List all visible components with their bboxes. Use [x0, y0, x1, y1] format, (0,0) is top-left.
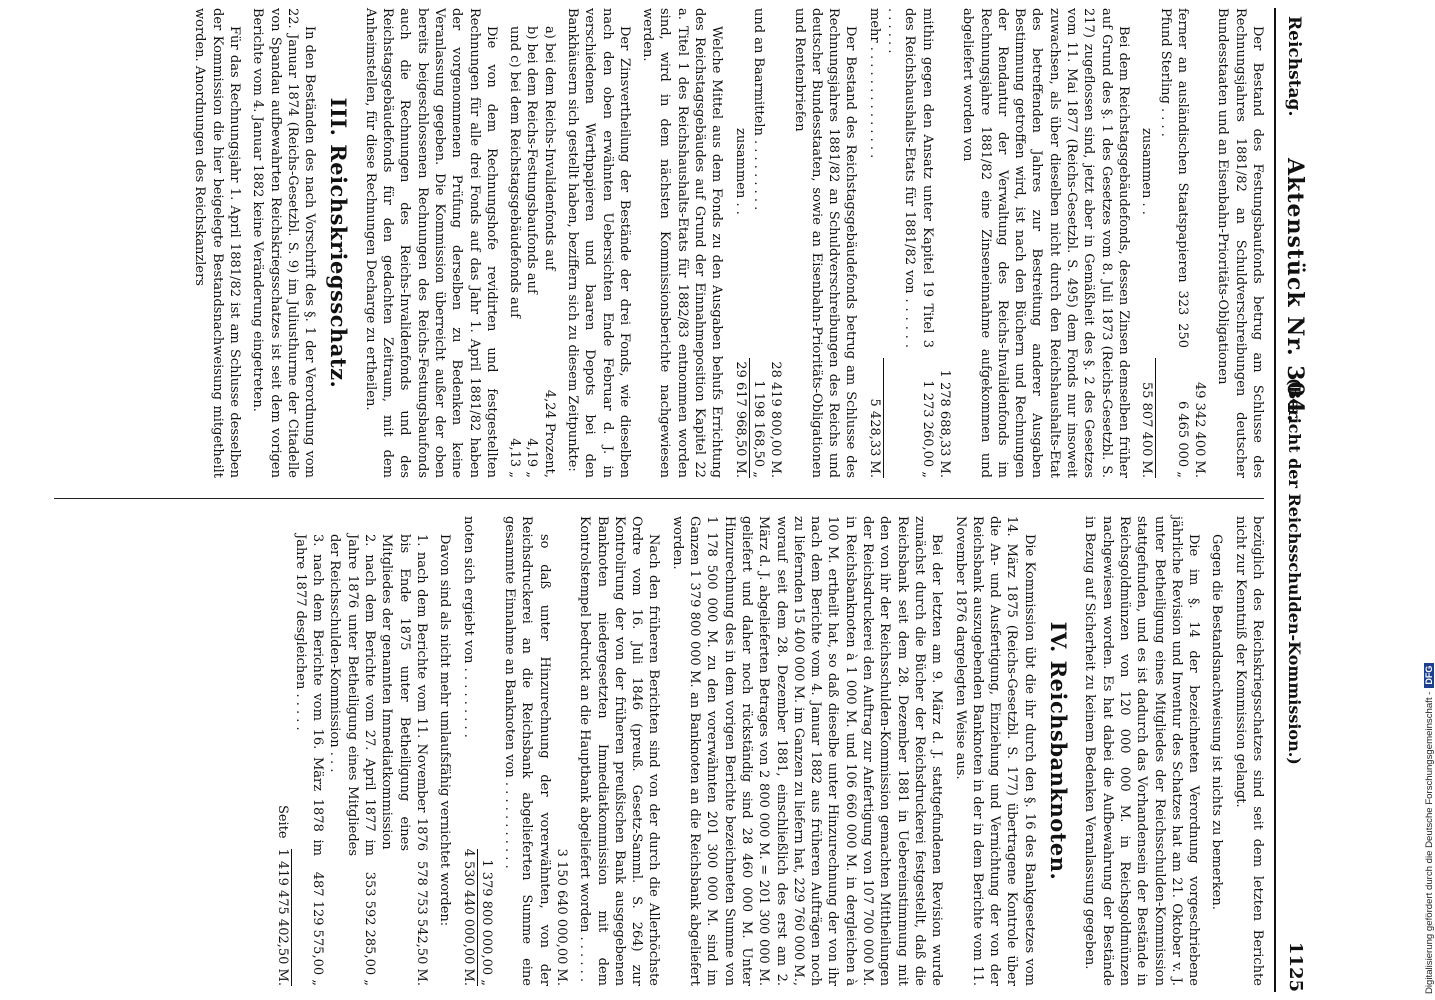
list-item-label: b) bei dem Reichs-Festungsbaufonds auf [524, 26, 540, 294]
paragraph: Der Bestand des Reichstagsgebäudefonds betrug am Schlusse des Rechnungsjahres 1881/82 an Schuldverschreibungen des Reichs und deutscher Bundesstaaten, sowie an Eisenbahn-Prioritäts-Obligationen und Rentenbriefen [791, 8, 859, 478]
list-item-value: 353 592 285,00 „ [362, 871, 378, 986]
paragraph: Davon sind als nicht mehr umlaufsfähig vernichtet worden: [437, 534, 453, 927]
page-header [1274, 8, 1316, 992]
amount-value: 1 273 260,00 „ [919, 380, 935, 478]
sum-row [731, 8, 749, 478]
destroyed-list [273, 534, 430, 986]
sum-label: noten sich ergiebt von . . . . . . . . . [460, 516, 476, 738]
page-content [26, 8, 1316, 992]
list-item-label: 1. nach dem Berichte vom 11. November 1876 bis Ende 1875 unter Betheiligung eines Mitgliedes der genannten Immediatkommission [379, 534, 429, 852]
amount-label: ferner an ausländischen Staatspapieren 323 250 Pfund Sterling . . . . [1157, 8, 1190, 348]
list-item [378, 534, 430, 986]
list-item [506, 26, 523, 478]
amount-row [553, 516, 570, 986]
amount-row [478, 516, 495, 986]
paragraph: Für das Rechnungsjahr 1. April 1881/82 ist am Schlusse desselben der Kommission die hier beigelegte Bestandsnachweisung mitgetheilt worden. Anordnungen des Reichskanzlers [192, 8, 242, 478]
amount-row [1191, 8, 1208, 478]
paragraph: Die Kommission übt die ihr durch den §. 16 des Bankgesetzes vom 14. März 1875 (Reichs-Gesetzbl. S. 177) übertragene Kontrole über die An- und Ausfertigung, Einziehung und Vernichtung der von der Reichsbank auszugebenden Banknoten in der in dem Berichte vom 11. November 1876 dargelegten Weise aus. [952, 516, 1037, 986]
paragraph: Der Bestand des Festungsbaufonds betrug am Schlusse des Rechnungsjahres 1881/82 an Schuldverschreibungen deutscher Bundesstaaten und an Eisenbahn-Prioritäts-Obligationen [1215, 8, 1265, 478]
left-column [46, 8, 1266, 478]
list-item-value: 487 129 575,00 „ [310, 871, 326, 986]
sum-label: zusammen . . [732, 128, 748, 215]
amount-value: 3 150 640 000,00 M. [554, 848, 570, 986]
sum-row [273, 534, 291, 986]
paragraph: Gegen die Bestandsnachweisung ist nichts zu bemerken. [1209, 534, 1225, 910]
amount-value: 1 198 168,50 „ [750, 380, 766, 478]
sum-row [1138, 8, 1156, 478]
paragraph: Welche Mittel aus dem Fonds zu den Ausgaben behufs Errichtung des Reichstagsgebäudes auf Grund der Einnahmeposition Kapitel 22 a. Titel 1 des Reichshaushalts-Etats für 1882/83 entnommen worden sind, wird in dem nächsten Kommissionsberichte nachgewiesen werden. [640, 8, 725, 478]
amount-value: 1 278 688,33 M. [936, 369, 952, 478]
paragraph: so daß unter Hinzurechnung der vorerwähnten, von der Reichsdruckerei an die Reichsbank abgelieferten Summe eine gesammte Einnahme an Banknoten von . . . . . . . . . . . [502, 516, 552, 986]
amount-value: 6 465 000 „ [1174, 400, 1190, 478]
column-divider [54, 498, 1264, 499]
list-item-label: a) bei dem Reichs-Invalidenfonds auf [541, 26, 557, 271]
list-item-label: 2. nach dem Berichte vom 27. April 1877 im Jahre 1876 unter Betheiligung eines Mitgliedes der Reichsschulden-Kommission . . . [327, 534, 378, 856]
list-item-value: 4,13 „ [507, 438, 523, 478]
right-column [46, 516, 1266, 986]
amount-label: und an Baarmitteln . . . . . . . . . [750, 8, 766, 211]
list-item [292, 534, 327, 986]
amount-value: 1 379 800 000,00 „ [478, 859, 494, 986]
rate-list [506, 26, 558, 478]
amount-row [750, 8, 767, 478]
paragraph: Die von dem Rechnungshofe revidirten und festgestellten Rechnungen für alle drei Fonds auf das Jahr 1. April 1881/82 haben der vorgenommenen Prüfung derselben zu Bedenken keine Veranlassung gegeben. Die Kommission überreicht außer der oben bereits beigeschlossenen Rechnungen des Reichs-Festungsbaufonds auch die Rechnungen des Reichs-Invalidenfonds und des Reichstagsgebäudefonds für den gedachten Zeitraum, mit dem Anheimstellen, für diese Rechnungen Decharge zu ertheilen. [362, 8, 499, 478]
paragraph: Bei der letzten am 9. März d. J. stattgefundenen Revision wurde zunächst durch die Bücher der Reichsdruckerei festgestellt, daß die Reichsbank seit dem 28. Dezember 1881 in Uebereinstimmung mit den von ihr der Reichsschulden-Kommission gemachten Mittheilungen der Reichsdruckerei den Auftrag zur Anfertigung von 107 700 000 M. in Reichsbanknoten à 1 000 M. und 106 660 000 M. in dergleichen à 100 M. ertheilt hat, so daß dieselbe unter Hinzurechnung der von ihr nach dem Berichte vom 4. Januar 1882 aus früheren Aufträgen noch zu liefernden 15 400 000 M. im Ganzen zu liefern hat, 229 760 000 M., worauf seit dem 28. Dezember 1881, einschließlich des erst am 2. März d. J. abgelieferten Betrages von 2 800 000 M. = 201 300 000 M. geliefert und daher noch rückständig sind 28 460 000 M. Unter Hinzurechnung des in dem vorigen Berichte bezeichneten Summe von 1 178 500 000 M. zu den vorerwähnten 201 300 000 M. sind im Ganzen 1 379 800 000 M. an Banknoten an die Reichsbank abgeliefert worden. [669, 516, 945, 986]
paragraph: In den Beständen des nach Vorschrift des §. 1 der Verordnung vom 22. Januar 1874 (Reichs-Gesetzbl. S. 9) im Juliusthurme der Citadelle von Spandau aufbewahrten Reichskriegsschatzes ist seit dem vorigen Berichte vom 4. Januar 1882 keine Veränderung eingetreten. [250, 8, 318, 478]
dfg-logo: DFG [1424, 663, 1434, 688]
page-number: 1125 [1285, 941, 1306, 992]
digitization-credit [1424, 4, 1435, 994]
list-item [523, 26, 540, 478]
amount-row [936, 8, 953, 478]
list-item-label: und c) bei dem Reichstagsgebäudefonds auf [507, 26, 523, 318]
sum-row [459, 516, 477, 986]
section-heading: III. Reichskriegsschatz. [326, 97, 352, 389]
rotated-page [26, 8, 1316, 992]
amount-row [767, 8, 784, 478]
header-title: Aktenstück Nr. 304. [1282, 158, 1308, 423]
list-item-label: 3. nach dem Berichte vom 16. März 1878 im Jahre 1877 desgleichen . . . . . [292, 534, 326, 856]
sum-label: mehr . . . . . . . . . . . . . . [866, 8, 882, 159]
paragraph: bezüglich des Reichskriegsschatzes sind seit dem letzten Berichte nicht zur Kenntniß der Kommission gelangt. [1232, 516, 1265, 986]
paragraph: Der Zinsvertheilung der Bestände der drei Fonds, wie dieselben nach den oben erwähnten Uebersichten Ende Februar d. J. in verschiedenen Werthpapieren und baaren Depots bei den Bankhäusern sich gestellt haben, beziffern sich zu diesem Zeitpunkte: [565, 8, 632, 478]
sum-label: zusammen . . [1139, 128, 1155, 215]
list-item-value: 4,19 „ [524, 438, 540, 478]
sum-value: 5 428,33 M. [865, 358, 883, 478]
amount-label: mithin gegen den Ansatz unter Kapitel 19 Titel 3 des Reichshaushalts-Etats für 1881/82 von . . . . . . . . . . . . [885, 8, 935, 348]
sum-label: Seite [274, 804, 290, 839]
sum-row [865, 8, 883, 478]
sum-value: 55 807 400 M. [1138, 358, 1156, 478]
amount-value: 28 419 800,00 M. [768, 361, 784, 478]
list-item [326, 534, 378, 986]
amount-value: 49 342 400 M. [1192, 381, 1208, 478]
sum-value: 1 419 475 402,50 M. [274, 848, 290, 986]
list-item-value: 4,24 Prozent, [541, 389, 557, 478]
header-subtitle: (Bericht der Reichsschulden-Kommission.) [1285, 378, 1304, 765]
credit-text: Digitalisierung gefördert durch die Deutsche Forschungsgemeinschaft - [1424, 691, 1435, 994]
sum-value: 29 617 968,50 M. [731, 358, 749, 478]
amount-row [1156, 8, 1191, 478]
paragraph: Nach den früheren Berichten sind von der durch die Allerhöchste Ordre vom 16. Juli 1846 (preuß. Gesetz-Samml. S. 264) zur Kontrolirung der von der früheren preußischen Bank ausgegebenen Banknoten niedergesetzten Immediatkommission mit dem Kontrolstempel bedruckt an die Hauptbank abgeliefert worden . . . . . . [577, 516, 662, 986]
paragraph: Bei dem Reichstagsgebäudefonds, dessen Zinsen demselben früher auf Grund des §. 1 des Gesetzes vom 8. Juli 1873 (Reichs-Gesetzbl. S. 217) zugeflossen sind, jetzt aber in Gemäßheit des §. 2 des Gesetzes vom 11. Mai 1877 (Reichs-Gesetzbl. S. 495) dem Fonds nur insoweit zuwachsen, als über dieselben nicht durch den Reichshaushalts-Etat des betreffenden Jahres zur Bestreitung anderer Ausgaben Bestimmung getroffen wird, ist nach den Büchern und Rechnungen der Rendantur der Verwaltung des Reichs-Invalidenfonds im Rechnungsjahre 1881/82 eine Zinseneinnahme aufgekommen und abgeliefert worden von [960, 8, 1131, 478]
paragraph: Die im §. 14 der bezeichneten Verordnung vorgeschriebene jährliche Revision und Inventur des Schatzes hat am 21. Oktober v. J. unter Betheiligung eines Mitgliedes der Reichsschulden-Kommission stattgefunden, und es ist dadurch das Vorhandensein der Bestände in Reichsgoldmünzen von 120 000 000 M. in Reichsgoldmünzen nachgewiesen worden. Es hat dabei die Aufbewahrung der Bestände in Bezug auf Sicherheit zu keinem Bedenken Veranlassung gegeben. [1082, 516, 1202, 986]
header-left: Reichstag. [1284, 16, 1304, 117]
list-item [540, 26, 557, 478]
amount-row [884, 8, 936, 478]
list-item-value: 578 753 542,50 M. [413, 861, 429, 986]
section-heading: IV. Reichsbanknoten. [1046, 621, 1072, 881]
sum-value: 4 530 440 000,00 M. [460, 848, 476, 986]
